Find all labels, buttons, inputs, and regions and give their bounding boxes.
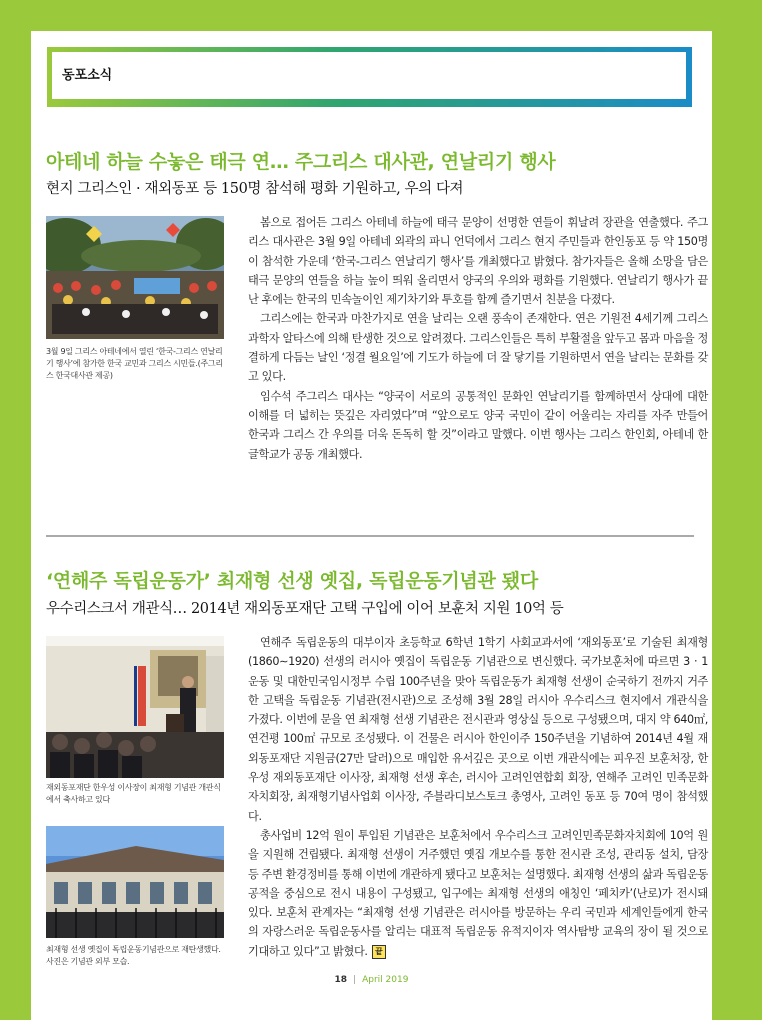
section-header-box [47,47,692,107]
issue-date: April 2019 [362,975,409,985]
article2-photo2-caption: 최재형 선생 옛집이 독립운동기념관으로 재탄생했다. 사진은 기념관 외부 모습. [46,945,221,966]
article1-paragraph: 임수석 주그리스 대사는 “양국이 서로의 공통적인 문화인 연날리기를 함께하면서 상대에 대한 이해를 더 넓히는 뜻깊은 자리였다”며 “앞으로도 양국 국민이 같이 어울리는 자리를 자주 만들어 한국과 그리스 간 우의를 더욱 돈독히 할 것”이라고 말했다. 이번 행사는 그리스 한인회, 아테네 한글학교가 공동 개최했다. [248,389,708,461]
article1-paragraph: 봄으로 접어든 그리스 아테네 하늘에 태극 문양이 선명한 연들이 휘날려 장관을 연출했다. 주그리스 대사관은 3월 9일 아테네 외곽의 파니 언덕에서 그리스 현지 주민들과 한인동포 등 약 150명이 참석한 가운데 ‘한국-그리스 연날리기 행사’를 개최했다고 밝혔다. 참가자들은 올해 소망을 담은 태극 문양의 연들을 하늘 높이 띄워 올리면서 양국의 우의와 평화를 기원했다. 연날리기 행사가 끝난 후에는 한국의 민속놀이인 제기차기와 투호를 함께 즐기면서 친분을 다졌다. [248,216,708,307]
article2-title: ‘연해주 독립운동가’ 최재형 선생 옛집, 독립운동기념관 됐다 [46,570,538,592]
article2-body [248,633,708,961]
article1-paragraph: 그리스에는 한국과 마찬가지로 연을 날리는 오랜 풍속이 존재한다. 연은 기원전 4세기께 그리스 과학자 알타스에 의해 탄생한 것으로 알려졌다. 그리스인들은 특히 부활절을 앞두고 몸과 마음을 정결하게 다듬는 날인 ‘정결 월요일’에 기도가 하늘에 더 잘 닿기를 기원하면서 연을 날리는 문화를 갖고 있다. [248,312,708,384]
article1-subtitle: 현지 그리스인 · 재외동포 등 150명 참석해 평화 기원하고, 우의 다져 [46,181,464,197]
memorial-house-photo [46,826,224,938]
article1-body [248,213,708,464]
article-divider [46,535,694,537]
opening-speech-photo [46,636,224,778]
end-mark-icon: 끝 [372,945,386,959]
magazine-page [31,31,712,1020]
article2-paragraph: 총사업비 12억 원이 투입된 기념관은 보훈처에서 우수리스크 고려인민족문화자치회에 10억 원을 지원해 건립됐다. 최재형 선생이 거주했던 옛집 개보수를 통한 전시관 조성, 관리동 설치, 담장 등 주변 환경정비를 통해 이번에 개관하게 됐다고 보훈처는 설명했다. 최재형 선생의 삶과 독립운동 공적을 중심으로 전시 내용이 구성됐고, 입구에는 최재형 선생의 애칭인 ‘페치카’(난로)가 전시돼 있다. 보훈처 관계자는 “최재형 선생 기념관은 러시아를 방문하는 우리 국민과 세계인들에게 한국의 자랑스러운 독립운동사를 알리는 대표적 독립운동 유적지이자 역사탐방 교육의 장이 될 것으로 기대하고 있다”고 밝혔다. 끝 [248,828,708,958]
article2-subtitle: 우수리스크서 개관식… 2014년 재외동포재단 고택 구입에 이어 보훈처 지원 10억 등 [46,601,564,617]
article2-paragraph: 연해주 독립운동의 대부이자 초등학교 6학년 1학기 사회교과서에 ‘재외동포’로 기술된 최재형(1860∼1920) 선생의 러시아 옛집이 독립운동 기념관으로 변신했다. 국가보훈처에 따르면 3 · 1운동 및 대한민국임시정부 수립 100주년을 맞아 독립운동가 최재형 선생이 순국하기 전까지 거주한 고택을 독립운동 기념관(전시관)으로 조성해 3월 28일 러시아 우수리스크 현지에서 개관식을 가졌다. 이번에 문을 연 최재형 선생 기념관은 전시관과 영상실 등으로 구성됐으며, 대지 약 640㎡, 연건평 100㎡ 규모로 조성됐다. 이 건물은 러시아 한인이주 150주년을 기념하여 2014년 4월 재외동포재단 지원금(27만 달러)으로 매입한 유서깊은 곳으로 이번 개관식에는 피우진 보훈처장, 한우성 재외동포재단 이사장, 최재형 선생 후손, 러시아 고려인연합회 회장, 연해주 고려인 민족문화자치회장, 최재형기념사업회 이사장, 주블라디보스토크 총영사, 고려인 동포 등 70여 명이 참석했다. [248,636,708,823]
article1-title: 아테네 하늘 수놓은 태극 연… 주그리스 대사관, 연날리기 행사 [46,151,556,173]
footer-separator: | [353,975,357,985]
article1-photo-caption: 3월 9일 그리스 아테네에서 열린 ‘한국-그리스 연날리기 행사’에 참가한 한국 교민과 그리스 시민들.(주그리스 한국대사관 제공) [46,347,223,380]
kite-festival-photo [46,216,224,339]
page-number: 18 [334,975,348,985]
page-footer [31,975,712,985]
article2-photo1-caption: 재외동포재단 한우성 이사장이 최재형 기념관 개관식에서 축사하고 있다 [46,783,221,804]
section-label: 동포소식 [62,68,113,83]
